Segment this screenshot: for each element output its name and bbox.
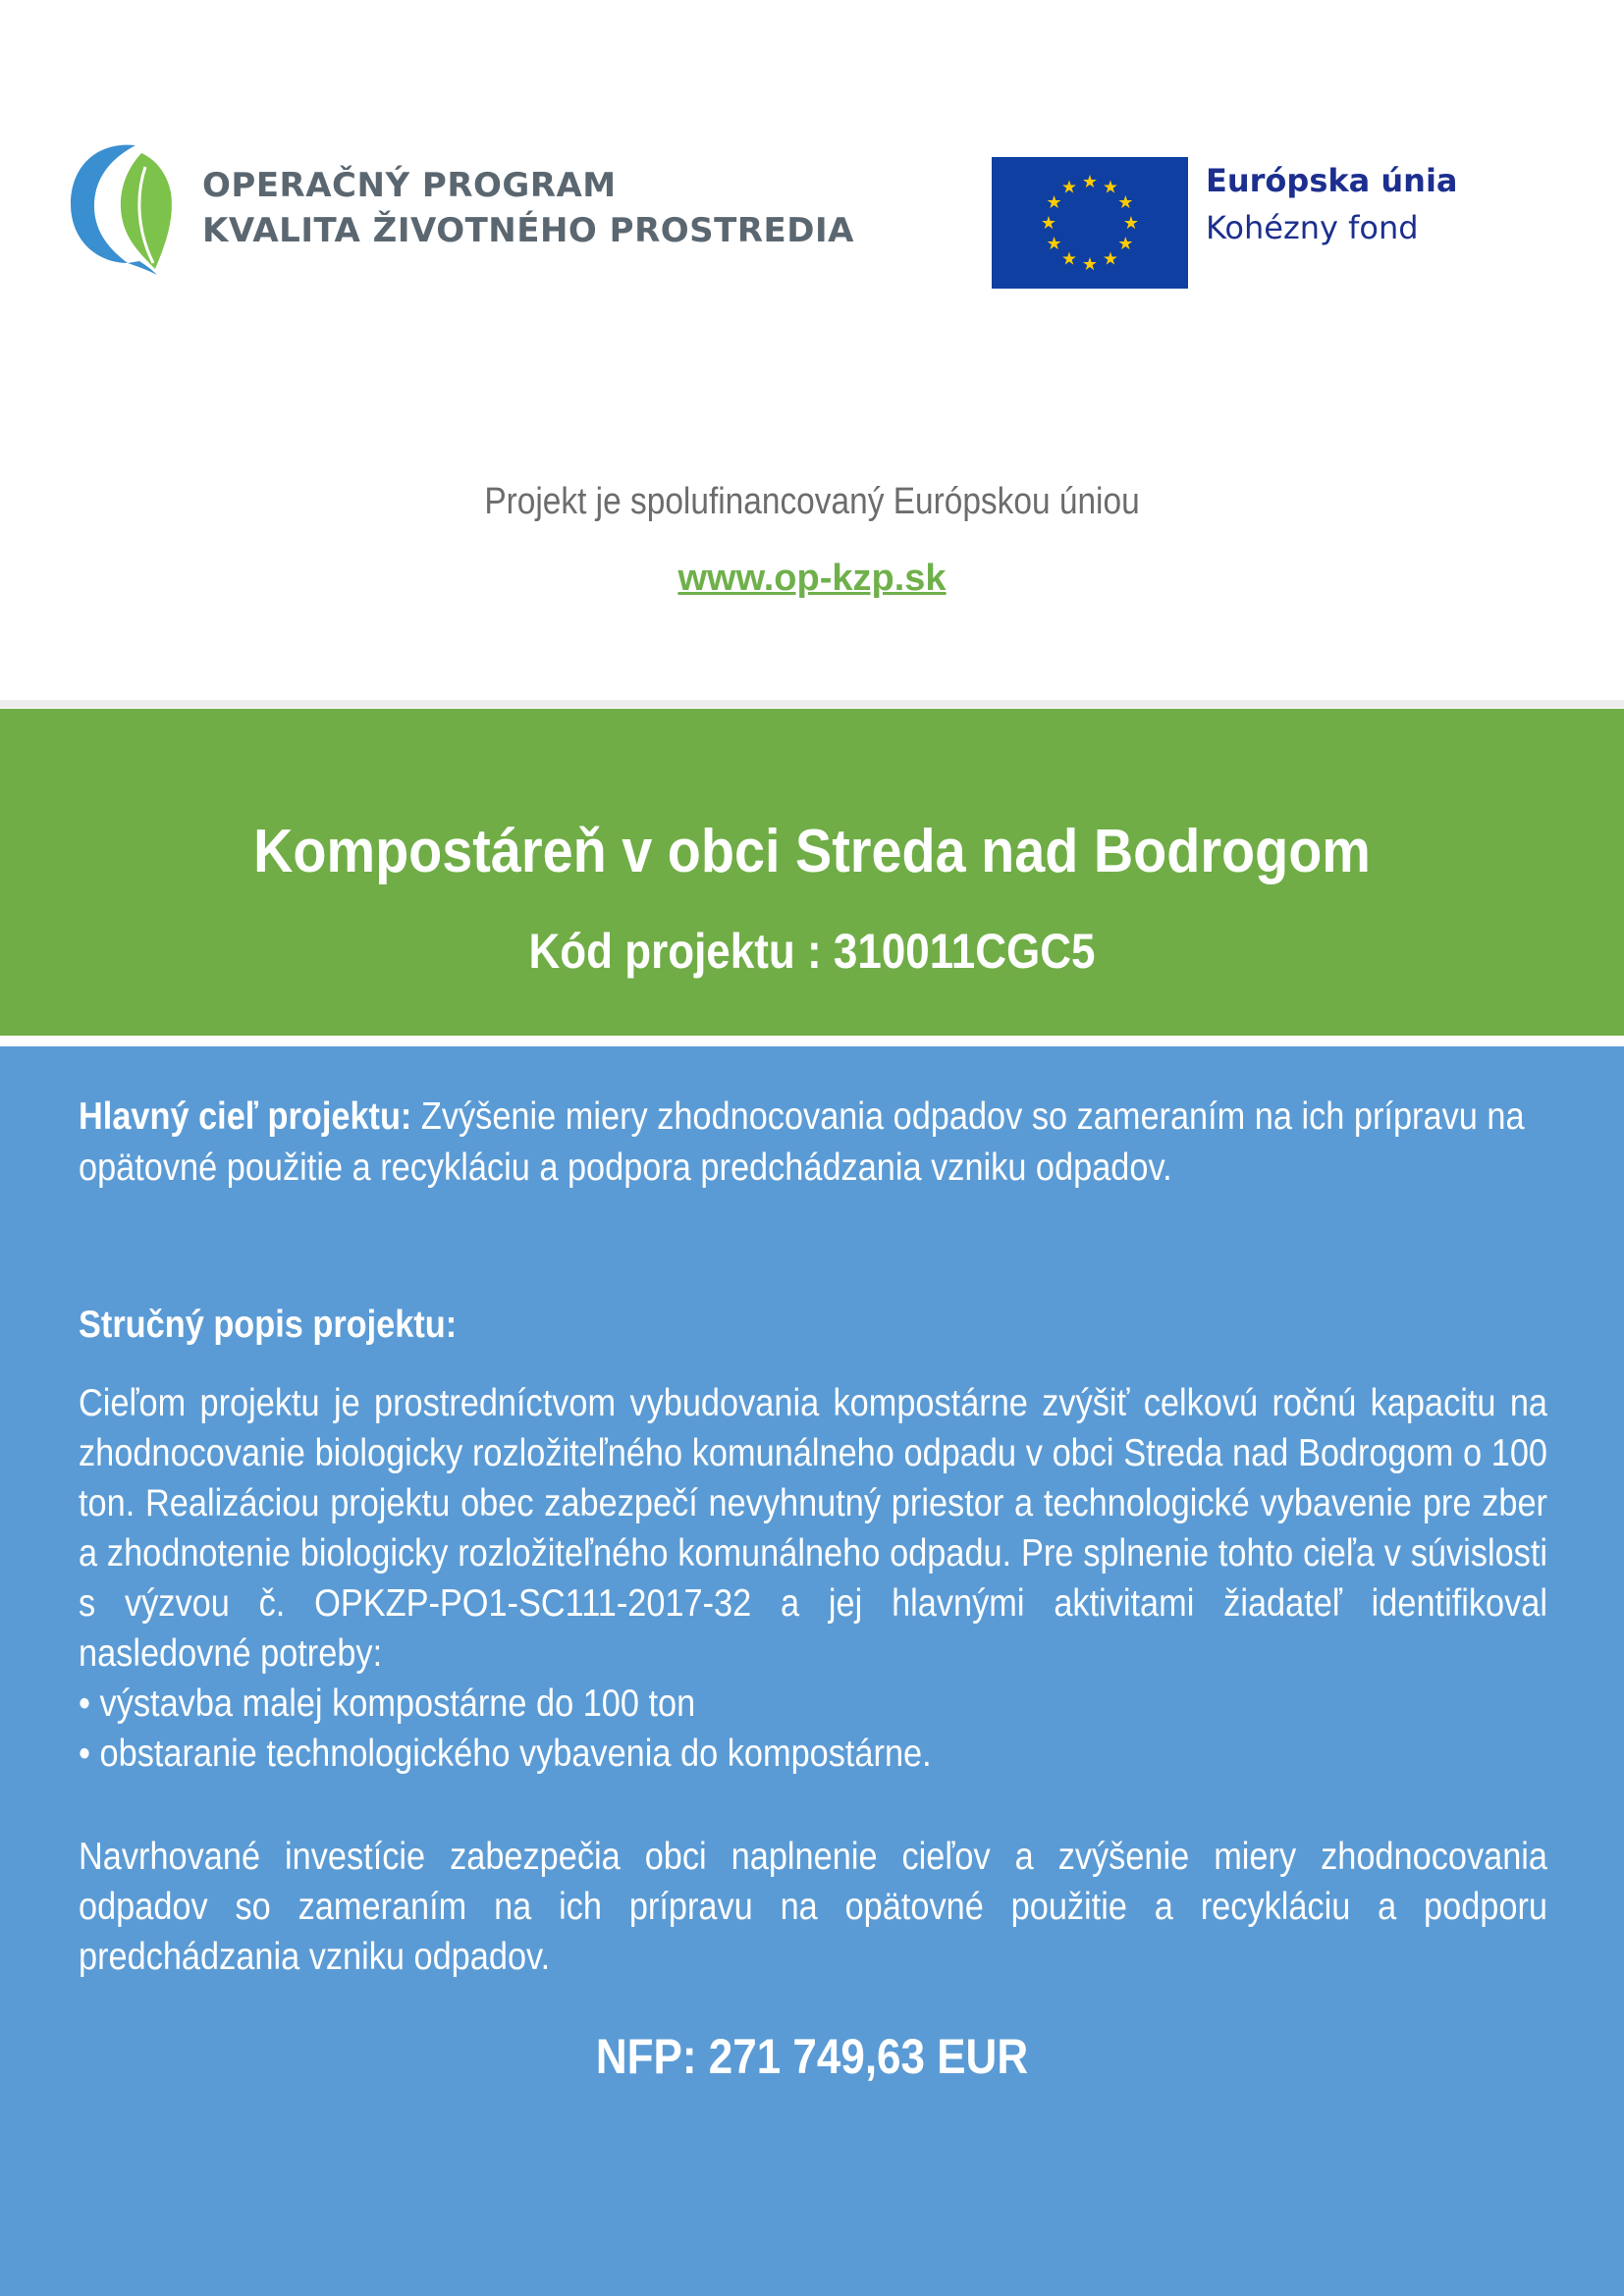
eu-star-icon: ★ (1046, 192, 1062, 212)
eu-star-icon: ★ (1046, 234, 1062, 253)
project-code: Kód projektu : 310011CGC5 (528, 924, 1096, 979)
eu-name: Európska únia (1206, 162, 1458, 199)
list-item: • výstavba malej kompostárne do 100 ton (79, 1682, 696, 1725)
eu-star-icon: ★ (1122, 213, 1140, 233)
cofinanced-text: Projekt je spolufinancovaný Európskou úniou (484, 481, 1140, 522)
list-item: • obstaranie technologického vybavenia do kompostárne. (79, 1733, 932, 1775)
description-paragraph: Cieľom projektu je prostredníctvom vybudovania kompostárne zvýšiť celkovú ročnú kapacitu na zhodnocovanie biologicky rozložiteľného komunálneho odpadu v obci Streda nad Bodrogom o 100 ton. Realizáciou projektu obec zabezpečí nevyhnutný priestor a technologické vybavenie pre zber a zhodnotenie biologicky rozložiteľného komunálneho odpadu. Pre splnenie tohto cieľa v súvislosti s výzvou č. OPKZP-PO1-SC111-2017-32 a jej hlavnými aktivitami žiadateľ identifikoval nasledovné potreby: (79, 1382, 1547, 1675)
op-program-line1: OPERAČNÝ PROGRAM (202, 166, 617, 205)
eu-star-icon: ★ (1117, 234, 1134, 253)
eu-star-icon: ★ (1102, 248, 1119, 269)
website-link-text[interactable]: www.op-kzp.sk (677, 558, 947, 599)
eu-star-icon: ★ (1060, 177, 1078, 197)
project-title: Kompostáreň v obci Streda nad Bodrogom (253, 818, 1371, 885)
project-goal (79, 1092, 1547, 1194)
eu-cohesion-fund-logo (992, 157, 1581, 290)
eu-fund: Kohézny fond (1206, 209, 1419, 246)
eu-flag-icon (992, 157, 1188, 289)
op-kzp-logo (67, 137, 854, 275)
description-heading: Stručný popis projektu: (79, 1304, 458, 1346)
description-block (79, 1378, 1547, 1779)
goal-text: Zvýšenie miery zhodnocovania odpadov so zameraním na ich prípravu na opätovné použitie a recykláciu a podpora predchádzania vzniku odpadov. (79, 1095, 1525, 1189)
leaf-logo-icon (67, 137, 180, 275)
nfp-amount: NFP: 271 749,63 EUR (595, 2029, 1029, 2084)
goal-label: Hlavný cieľ projektu: (79, 1095, 412, 1138)
eu-star-icon: ★ (1102, 177, 1119, 197)
closing-paragraph: Navrhované investície zabezpečia obci naplnenie cieľov a zvýšenie miery zhodnocovania odpadov so zameraním na ich prípravu na opätovné použitie a recykláciu a podporu predchádzania vzniku odpadov. (79, 1836, 1547, 1978)
eu-star-icon: ★ (1040, 213, 1057, 233)
eu-star-icon: ★ (1117, 192, 1134, 212)
divider (0, 700, 1624, 708)
eu-star-icon: ★ (1060, 248, 1078, 269)
website-link[interactable] (0, 558, 1624, 600)
op-program-line2: KVALITA ŽIVOTNÉHO PROSTREDIA (202, 211, 854, 250)
eu-star-icon: ★ (1081, 254, 1099, 274)
eu-star-icon: ★ (1081, 172, 1099, 191)
